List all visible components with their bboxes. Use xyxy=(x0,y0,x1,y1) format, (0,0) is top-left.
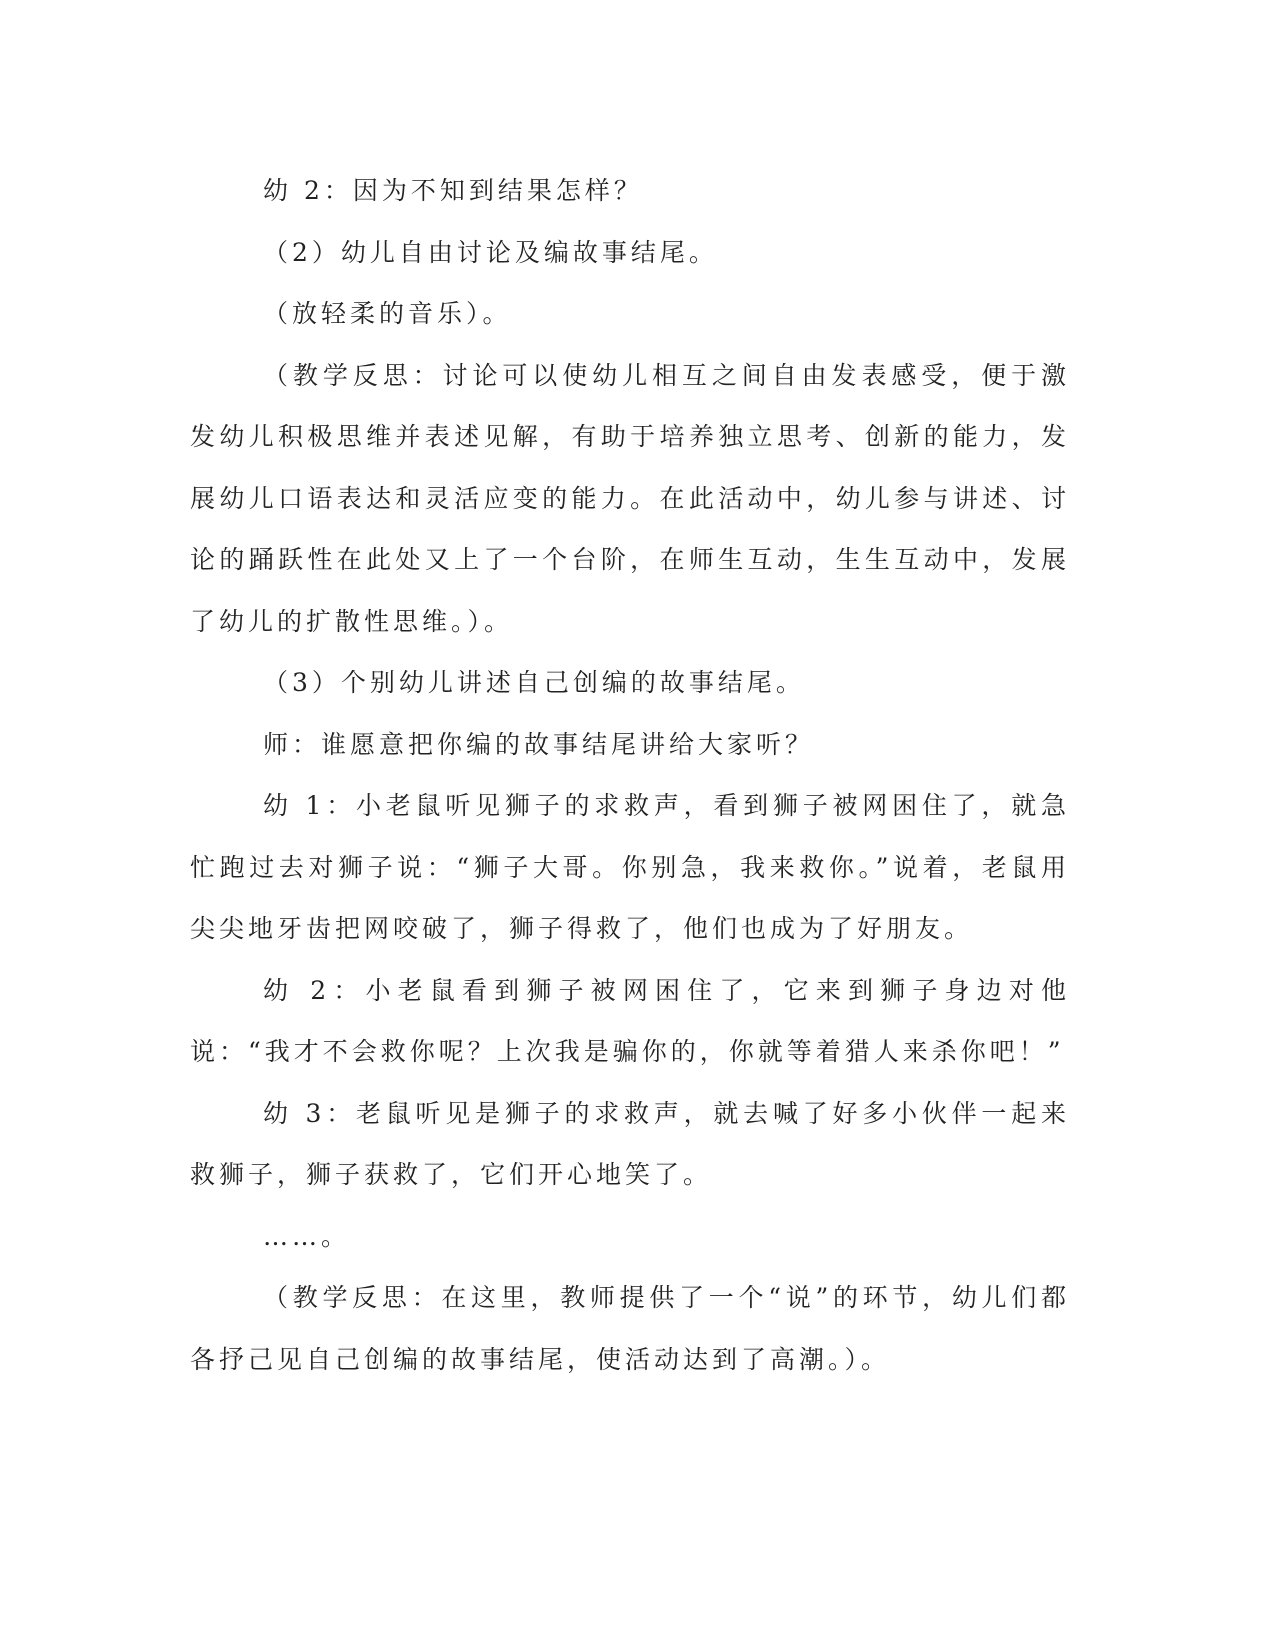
document-body xyxy=(190,160,1070,1390)
paragraph-11-reflection: （教学反思：在这里，教师提供了一个“说”的环节，幼儿们都各抒己见自己创编的故事结尾，使活动达到了高潮。）。 xyxy=(190,1283,1070,1374)
paragraph-1: 幼 2：因为不知到结果怎样？ xyxy=(263,176,643,205)
paragraph-9-child-3: 幼 3：老鼠听见是狮子的求救声，就去喊了好多小伙伴一起来救狮子，狮子获救了，它们开心地笑了。 xyxy=(190,1098,1070,1189)
paragraph-4-reflection: （教学反思：讨论可以使幼儿相互之间自由发表感受，便于激发幼儿积极思维并表述见解，有助于培养独立思考、创新的能力，发展幼儿口语表达和灵活应变的能力。在此活动中，幼儿参与讲述、讨论的踊跃性在此处又上了一个台阶，在师生互动，生生互动中，发展了幼儿的扩散性思维。）。 xyxy=(190,360,1070,636)
paragraph-8-child-2: 幼 2：小老鼠看到狮子被网困住了，它来到狮子身边对他说：“我才不会救你呢？上次我是骗你的，你就等着猎人来杀你吧！” xyxy=(190,975,1070,1066)
paragraph-6-teacher: 师：谁愿意把你编的故事结尾讲给大家听？ xyxy=(263,729,815,759)
paragraph-2: （2）幼儿自由讨论及编故事结尾。 xyxy=(263,237,718,267)
paragraph-5: （3）个别幼儿讲述自己创编的故事结尾。 xyxy=(263,668,805,697)
paragraph-3: （放轻柔的音乐）。 xyxy=(263,299,512,328)
paragraph-10-ellipsis: ……。 xyxy=(263,1221,351,1251)
paragraph-7-child-1: 幼 1：小老鼠听见狮子的求救声，看到狮子被网困住了，就急忙跑过去对狮子说：“狮子大哥。你别急，我来救你。”说着，老鼠用尖尖地牙齿把网咬破了，狮子得救了，他们也成为了好朋友。 xyxy=(190,791,1070,943)
